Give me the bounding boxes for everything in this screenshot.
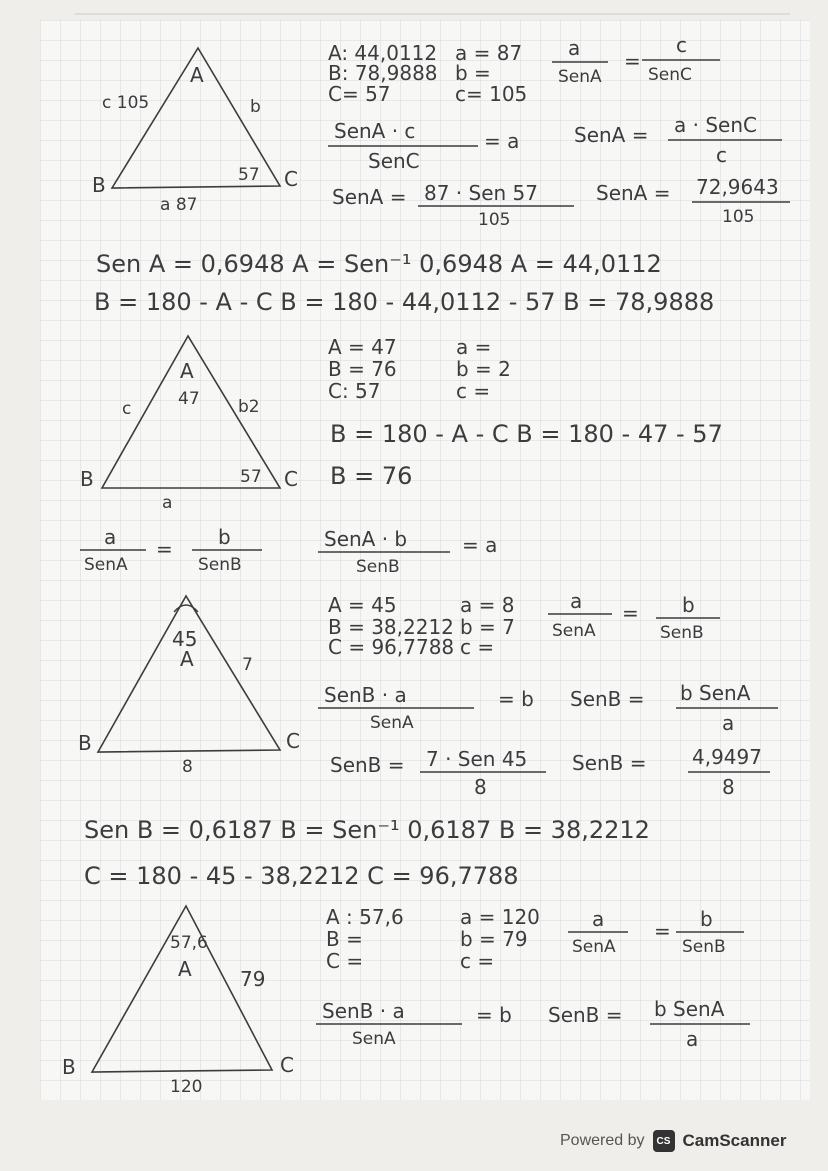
p1-side-c: c 105	[102, 93, 150, 113]
p1-side-3: c= 105	[455, 82, 528, 106]
p4-law-num-2: b	[700, 907, 713, 931]
p2-side-1: a =	[456, 335, 492, 359]
p4-vertex-c: C	[280, 1053, 294, 1077]
p4-step1-den: SenA	[352, 1029, 396, 1049]
p2-law-den-1: SenA	[84, 555, 128, 575]
p4-step1-den2: a	[686, 1027, 699, 1051]
p3-given-2: B = 38,2212	[328, 615, 454, 639]
p4-step1-lhs2: SenB =	[548, 1003, 623, 1027]
p3-step1-den: SenA	[370, 713, 414, 733]
p2-given-2: B = 76	[328, 357, 397, 381]
p3-law-den-2: SenB	[660, 623, 704, 643]
p2-vertex-c: C	[284, 467, 298, 491]
p1-step1-num: SenA · c	[334, 119, 416, 143]
p2-law-num-2: b	[218, 525, 231, 549]
p3-step1-num2: b SenA	[680, 681, 751, 705]
p1-angle-c: 57	[238, 165, 260, 185]
p4-law-den-1: SenA	[572, 937, 616, 957]
p4-given-1: A : 57,6	[326, 905, 404, 929]
p3-step2-num2: 4,9497	[692, 745, 762, 769]
p4-given-2: B =	[326, 927, 363, 951]
p3-given-3: C = 96,7788	[328, 635, 455, 659]
p2-side-a: a	[162, 493, 173, 513]
p3-law-eq: =	[622, 601, 639, 625]
p2-step1-den: SenB	[356, 557, 400, 577]
p3-vertex-a: A	[180, 647, 194, 671]
p2-step1-num: SenA · b	[324, 527, 408, 551]
p3-vertex-c: C	[286, 729, 300, 753]
p3-step2-num: 7 · Sen 45	[426, 747, 528, 771]
p1-step2-lhs2: SenA =	[596, 181, 671, 205]
p1-step2-num2: 72,9643	[696, 175, 779, 199]
p1-step2-num: 87 · Sen 57	[424, 181, 539, 205]
p2-angle-a: 47	[178, 389, 200, 409]
camscanner-footer	[560, 1126, 810, 1156]
p4-side-1: a = 120	[460, 905, 540, 929]
p3-vertex-b: B	[78, 731, 92, 755]
p4-vertex-b: B	[62, 1055, 76, 1079]
p1-line-2: B = 180 - A - C B = 180 - 44,0112 - 57 B = 78,9888	[94, 288, 715, 316]
p1-step2-den: 105	[478, 210, 511, 230]
p1-vertex-b: B	[92, 173, 106, 197]
p3-side-a: 8	[182, 757, 193, 777]
p2-vertex-b: B	[80, 467, 94, 491]
p1-line-1: Sen A = 0,6948 A = Sen⁻¹ 0,6948 A = 44,0112	[96, 250, 662, 278]
p3-step2-lhs2: SenB =	[572, 751, 647, 775]
p2-law-num-1: a	[104, 525, 117, 549]
p3-side-3: c =	[460, 635, 495, 659]
p2-step1-rhs: = a	[462, 533, 498, 557]
p2-law-eq: =	[156, 537, 173, 561]
p2-line-1: B = 180 - A - C B = 180 - 47 - 57	[330, 420, 723, 448]
p2-given-3: C: 57	[328, 379, 381, 403]
p4-step1-num: SenB · a	[322, 999, 405, 1023]
p3-law-num-1: a	[570, 589, 583, 613]
p1-side-a: a 87	[160, 195, 198, 215]
p3-step2-den2: 8	[722, 775, 735, 799]
p3-line-2: C = 180 - 45 - 38,2212 C = 96,7788	[84, 862, 519, 890]
p2-line-2: B = 76	[330, 462, 413, 490]
p1-law-eq: =	[624, 49, 641, 73]
p1-side-1: a = 87	[455, 41, 523, 65]
p1-law-den-2: SenC	[648, 65, 692, 85]
p1-vertex-a: A	[190, 63, 204, 87]
p3-step1-rhs: = b	[498, 687, 534, 711]
p1-side-2: b =	[455, 61, 491, 85]
p1-given-1: A: 44,0112	[328, 41, 438, 65]
p1-given-2: B: 78,9888	[328, 61, 438, 85]
p3-step1-num: SenB · a	[324, 683, 407, 707]
p2-side-c: c	[122, 399, 132, 419]
p3-law-den-1: SenA	[552, 621, 596, 641]
p2-law-den-2: SenB	[198, 555, 242, 575]
p4-side-b: 79	[240, 967, 266, 991]
p4-step1-num2: b SenA	[654, 997, 725, 1021]
p1-step2-den2: 105	[722, 207, 755, 227]
p1-step2-lhs: SenA =	[332, 185, 407, 209]
p4-law-eq: =	[654, 919, 671, 943]
powered-by-text: Powered by	[560, 1132, 645, 1149]
p1-step1-num2: a · SenC	[674, 113, 757, 137]
p4-vertex-a: A	[178, 957, 192, 981]
p4-angle-a: 57,6	[170, 933, 208, 953]
p4-given-3: C =	[326, 949, 364, 973]
p1-law-num-2: c	[676, 33, 687, 57]
p1-side-b: b	[250, 97, 261, 117]
p4-side-a: 120	[170, 1077, 203, 1097]
p2-side-2: b = 2	[456, 357, 511, 381]
p4-side-3: c =	[460, 949, 495, 973]
p1-step1-den2: c	[716, 143, 727, 167]
p1-vertex-c: C	[284, 167, 298, 191]
p4-side-2: b = 79	[460, 927, 528, 951]
p2-given-1: A = 47	[328, 335, 397, 359]
p3-step2-den: 8	[474, 775, 487, 799]
p3-given-1: A = 45	[328, 593, 397, 617]
p4-law-den-2: SenB	[682, 937, 726, 957]
p1-step1-den: SenC	[368, 149, 420, 173]
p4-law-num-1: a	[592, 907, 605, 931]
p3-step2-lhs: SenB =	[330, 753, 405, 777]
p1-step1-rhs: = a	[484, 129, 520, 153]
p3-side-1: a = 8	[460, 593, 515, 617]
p3-angle-a: 45	[172, 627, 198, 651]
p4-step1-rhs: = b	[476, 1003, 512, 1027]
p3-law-num-2: b	[682, 593, 695, 617]
p2-side-b: b2	[238, 397, 260, 417]
p3-side-2: b = 7	[460, 615, 515, 639]
p2-vertex-a: A	[180, 359, 194, 383]
p3-line-1: Sen B = 0,6187 B = Sen⁻¹ 0,6187 B = 38,2212	[84, 816, 650, 844]
p3-side-b: 7	[242, 655, 253, 675]
camscanner-logo-icon: CS	[653, 1130, 675, 1152]
p2-side-3: c =	[456, 379, 491, 403]
p1-law-den-1: SenA	[558, 67, 602, 87]
p3-step1-lhs2: SenB =	[570, 687, 645, 711]
p2-angle-c: 57	[240, 467, 262, 487]
camscanner-brand: CamScanner	[682, 1131, 787, 1150]
p1-given-3: C= 57	[328, 82, 391, 106]
p1-step1-lhs2: SenA =	[574, 123, 649, 147]
p3-step1-den2: a	[722, 711, 735, 735]
p1-law-num-1: a	[568, 36, 581, 60]
